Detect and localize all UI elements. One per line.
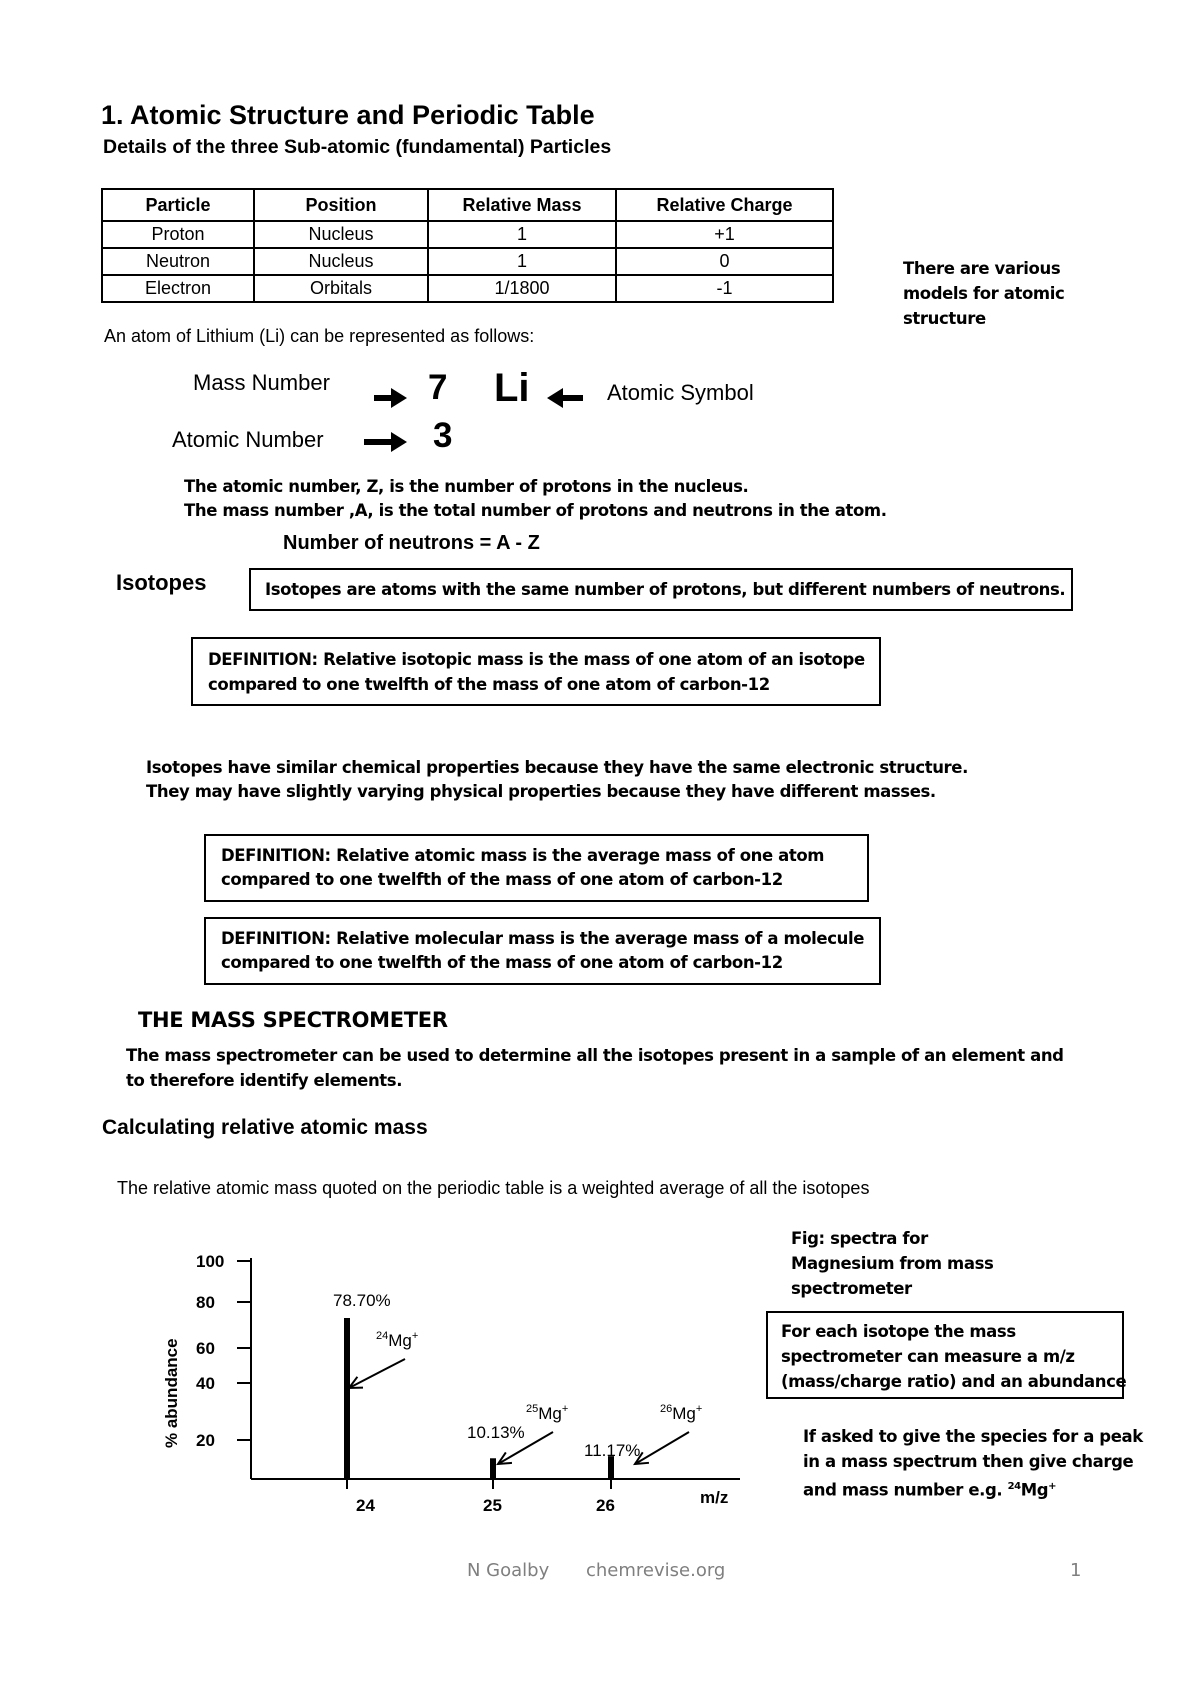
mass-spec-line: The mass spectrometer can be used to determine all the isotopes present in a sample of an element and [126, 1046, 1064, 1065]
x-tick-label: 24 [356, 1496, 375, 1515]
mass-spec-text [126, 1043, 1064, 1093]
table-cell: Neutron [102, 248, 254, 275]
isotope-label [376, 1330, 418, 1350]
table-header: Relative Mass [428, 189, 616, 221]
mass-spectrum-chart [0, 1220, 760, 1530]
definition-text [221, 927, 864, 975]
atomic-number-value: 3 [433, 416, 453, 455]
definition-line: DEFINITION: Relative atomic mass is the average mass of one atom [221, 846, 825, 865]
calc-heading: Calculating relative atomic mass [102, 1116, 428, 1139]
caption-line: Magnesium from mass [791, 1254, 994, 1273]
definition-line: compared to one twelfth of the mass of one atom of carbon-12 [221, 870, 783, 889]
species-note [803, 1424, 1143, 1503]
isotopes-definition-box [249, 568, 1073, 611]
definition-box-atomic-mass [204, 834, 869, 902]
y-axis-label: % abundance [162, 1338, 181, 1448]
table-cell: 0 [616, 248, 833, 275]
footer-page-number: 1 [1070, 1560, 1082, 1581]
species-line: If asked to give the species for a peak [803, 1427, 1143, 1446]
arrow-right-icon [374, 388, 407, 408]
table-header: Position [254, 189, 428, 221]
calc-text: The relative atomic mass quoted on the periodic table is a weighted average of all the isotopes [117, 1178, 870, 1198]
mz-info-line: For each isotope the mass [781, 1322, 1016, 1341]
atomic-symbol-label: Atomic Symbol [607, 380, 754, 405]
definition-text [221, 844, 824, 892]
x-axis-label: m/z [700, 1488, 729, 1507]
definition-line: DEFINITION: Relative isotopic mass is the mass of one atom of an isotope [208, 650, 865, 669]
atomic-number-label: Atomic Number [172, 427, 324, 452]
element-symbol: Li [494, 366, 530, 410]
side-note-line: There are various [903, 259, 1061, 278]
y-tick-label: 100 [196, 1252, 225, 1271]
table-cell: Orbitals [254, 275, 428, 302]
isotope-charge-sup: + [695, 1403, 703, 1415]
species-line: in a mass spectrum then give charge [803, 1452, 1134, 1471]
table-cell: Electron [102, 275, 254, 302]
data-label: 10.13% [467, 1423, 525, 1442]
table-cell: 1/1800 [428, 275, 616, 302]
isotope-charge-sup: + [561, 1403, 569, 1415]
isotope-symbol: Mg [672, 1404, 696, 1423]
lithium-intro: An atom of Lithium (Li) can be represented as follows: [104, 326, 535, 346]
species-mass-sup: 24 [1007, 1481, 1021, 1492]
caption-line: spectrometer [791, 1279, 912, 1298]
y-tick-label: 40 [196, 1374, 215, 1393]
species-line [803, 1474, 1143, 1503]
table-cell: Proton [102, 221, 254, 248]
isotopes-heading: Isotopes [116, 570, 207, 595]
mass-number-value: 7 [428, 368, 448, 407]
figure-caption [791, 1226, 993, 1301]
table-cell: Nucleus [254, 248, 428, 275]
definition-box-isotopic-mass [191, 637, 881, 706]
mz-info-text [781, 1319, 1126, 1394]
bar-peak-24 [344, 1318, 350, 1479]
isotope-label [660, 1403, 702, 1423]
neutrons-formula: Number of neutrons = A - Z [283, 532, 540, 554]
properties-line: Isotopes have similar chemical properties because they have the same electronic structure. [146, 758, 968, 777]
definition-line: The mass number ,A, is the total number of protons and neutrons in the atom. [184, 501, 887, 520]
mass-number-label: Mass Number [193, 370, 330, 395]
mass-spec-line: to therefore identify elements. [126, 1071, 403, 1090]
table-cell: 1 [428, 221, 616, 248]
definition-line: DEFINITION: Relative molecular mass is the average mass of a molecule [221, 929, 864, 948]
x-tick-label: 25 [483, 1496, 502, 1515]
page-subtitle: Details of the three Sub-atomic (fundamental) Particles [103, 136, 612, 158]
species-text: and mass number e.g. [803, 1480, 1008, 1500]
footer-author: N Goalby [467, 1560, 550, 1581]
isotope-properties [146, 756, 968, 804]
isotope-mass-sup: 25 [526, 1403, 539, 1415]
arrow-left-icon [547, 388, 583, 408]
pointer-arrow [349, 1359, 405, 1388]
isotope-charge-sup: + [411, 1330, 419, 1342]
arrow-right-icon [364, 432, 407, 452]
table-cell: 1 [428, 248, 616, 275]
mass-spec-heading: THE MASS SPECTROMETER [138, 1008, 448, 1032]
caption-line: Fig: spectra for [791, 1229, 928, 1248]
isotope-mass-sup: 26 [660, 1403, 673, 1415]
bar-peak-25 [490, 1458, 496, 1479]
isotope-symbol: Mg [388, 1331, 412, 1350]
data-label: 78.70% [333, 1291, 391, 1310]
table-header: Relative Charge [616, 189, 833, 221]
isotopes-definition: Isotopes are atoms with the same number of protons, but different numbers of neutrons. [265, 580, 1066, 599]
mz-info-line: (mass/charge ratio) and an abundance [781, 1372, 1127, 1391]
isotope-mass-sup: 24 [376, 1330, 389, 1342]
table-cell: +1 [616, 221, 833, 248]
properties-line: They may have slightly varying physical properties because they have different masses. [146, 782, 936, 801]
footer-site: chemrevise.org [586, 1560, 726, 1581]
y-tick-label: 60 [196, 1339, 215, 1358]
isotope-label [526, 1403, 568, 1423]
table-cell: -1 [616, 275, 833, 302]
notation-arrows [0, 0, 1200, 480]
species-symbol: Mg [1020, 1480, 1049, 1500]
data-label: 11.17% [584, 1441, 641, 1460]
y-tick-label: 20 [196, 1431, 215, 1450]
definition-box-molecular-mass [204, 917, 881, 985]
species-charge-sup: + [1048, 1481, 1057, 1492]
z-a-definitions [184, 475, 887, 523]
definition-text [208, 647, 865, 697]
isotope-symbol: Mg [538, 1404, 562, 1423]
y-tick-label: 80 [196, 1293, 215, 1312]
definition-line: The atomic number, Z, is the number of protons in the nucleus. [184, 477, 749, 496]
x-tick-label: 26 [596, 1496, 615, 1515]
side-note-line: models for atomic [903, 284, 1065, 303]
pointer-arrow [635, 1432, 689, 1464]
definition-line: compared to one twelfth of the mass of one atom of carbon-12 [208, 675, 770, 694]
page-title: 1. Atomic Structure and Periodic Table [101, 100, 595, 130]
table-cell: Nucleus [254, 221, 428, 248]
table-header: Particle [102, 189, 254, 221]
side-note-line: structure [903, 309, 986, 328]
mz-info-line: spectrometer can measure a m/z [781, 1347, 1075, 1366]
mz-info-box [766, 1311, 1127, 1399]
definition-line: compared to one twelfth of the mass of one atom of carbon-12 [221, 953, 783, 972]
